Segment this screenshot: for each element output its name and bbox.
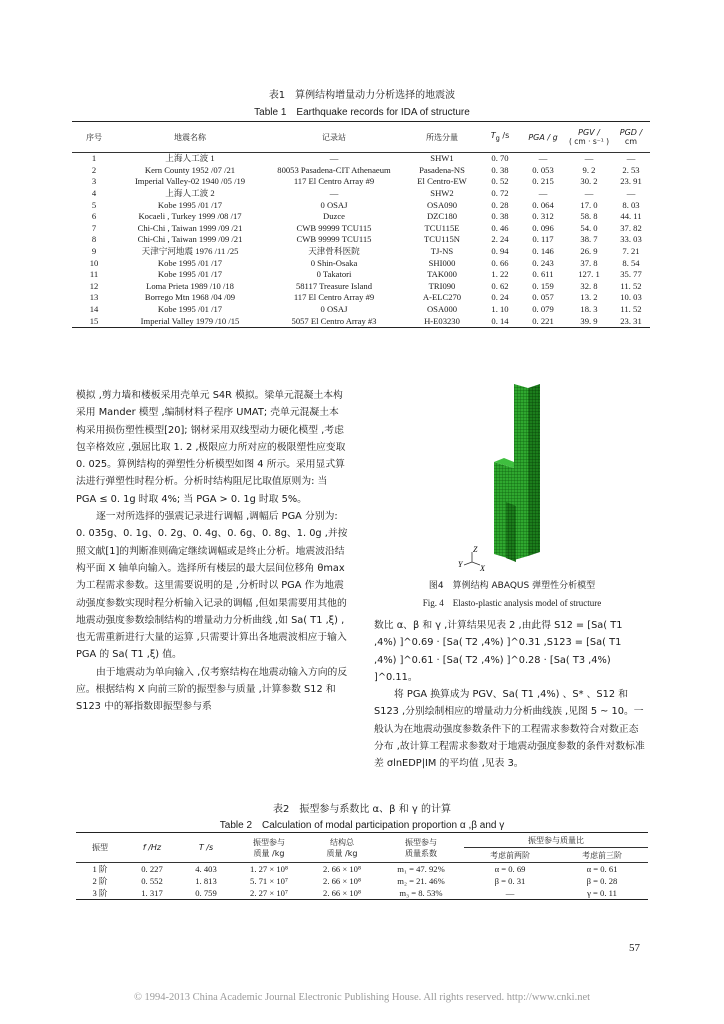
table-row	[72, 234, 650, 246]
table-cell: α = 0. 69	[494, 864, 526, 874]
table-cell: 0. 94	[491, 246, 509, 257]
table-cell: 9. 2	[582, 164, 596, 175]
table-cell: 0 OSAJ	[320, 199, 348, 210]
table-cell: 0. 38	[491, 211, 509, 222]
struct-mass-unit: 质量 /kg	[326, 848, 358, 858]
table-cell: Chi-Chi , Taiwan 1999 /09 /21	[137, 234, 243, 245]
table-cell: 0 OSAJ	[320, 304, 348, 315]
table-cell: —	[584, 153, 594, 164]
col-name: 地震名称	[116, 122, 264, 153]
table-cell: 3	[91, 176, 97, 187]
table-cell: Kobe 1995 /01 /17	[157, 304, 223, 315]
table-cell: 4. 403	[195, 864, 217, 874]
table-cell: 2 阶	[92, 876, 108, 886]
table-cell: 2. 27 × 10⁷	[250, 888, 288, 898]
table-cell: SHW2	[430, 188, 454, 199]
col-tg	[480, 122, 520, 153]
table-cell: 0. 221	[532, 315, 554, 326]
abaqus-model-drawing	[376, 384, 648, 574]
col-struct-mass	[306, 833, 378, 863]
table-cell: 0. 243	[532, 257, 554, 268]
table-cell: Imperial Valley 1979 /10 /15	[140, 315, 240, 326]
table-cell: 26. 9	[580, 246, 598, 257]
table-cell: 0. 312	[532, 211, 554, 222]
col-part-mass	[232, 833, 306, 863]
table-cell: β = 0. 28	[586, 876, 618, 886]
tower-side-face	[528, 384, 540, 556]
table-row	[72, 315, 650, 327]
table-cell: 2. 66 × 10⁸	[323, 864, 361, 874]
table-row	[72, 304, 650, 316]
table-cell: 3 阶	[92, 888, 108, 898]
table-cell: 11. 52	[620, 280, 642, 291]
table-cell: 7. 21	[622, 246, 640, 257]
table-cell: 8	[91, 234, 97, 245]
struct-mass-label: 结构总	[330, 837, 354, 847]
table-cell: 9	[91, 246, 97, 257]
table-cell: El Centro-EW	[417, 176, 467, 187]
col-component: 所选分量	[404, 122, 480, 153]
table-cell: 0. 70	[491, 153, 509, 164]
page-number: 57	[629, 942, 640, 954]
table-cell: 0. 66	[491, 257, 509, 268]
table-row	[72, 176, 650, 188]
table-cell: 35. 77	[620, 269, 642, 280]
table-cell: —	[584, 188, 594, 199]
col-ratio-group: 振型参与质量比	[464, 833, 648, 848]
col-station: 记录站	[264, 122, 404, 153]
table-cell: 上海人工波 1	[165, 153, 215, 164]
table-cell: 39. 9	[580, 315, 598, 326]
podium-wing	[506, 502, 516, 562]
table-cell: 0. 159	[532, 280, 554, 291]
table1-header-row	[72, 122, 650, 153]
table-cell: 58117 Treasure Island	[295, 280, 373, 291]
table-cell: 23. 91	[620, 176, 642, 187]
col-pgv	[566, 122, 612, 153]
table1-caption-zh: 表1 算例结构增量动力分析选择的地震波	[268, 90, 456, 101]
table-cell: 0. 52	[491, 176, 509, 187]
pgv-label: PGV /	[578, 128, 600, 137]
paragraph-scaling: 逐一对所选择的强震记录进行调幅 ,调幅后 PGA 分别为: 0. 035g、0. 1g、0. 2g、0. 4g、0. 6g、0. 8g、1. 0g ,并按照文献[1]的判断准则确定继续调幅或是终止分析。地震波沿结构平面 X 轴单向输入。选择所有楼层的最大层间位移角 θmax 为工程需求参数。这里需要说明的是 ,分析时以 PGA 作为地震动强度参数实现时程分析输入记录的调幅 ,但如果需要用其他的地震动强度参数绘制结构的增量动力分析曲线 ,如 Sa( T1 ,ξ) ,也无需重新进行大量的运算 ,只需要计算出各地震波相应于输入 PGA 的 Sa( T1 ,ξ) 值。	[76, 511, 348, 661]
table-cell: 11	[89, 269, 99, 280]
table-cell: 2	[91, 164, 97, 175]
table-cell: SHW1	[430, 153, 454, 164]
table-row	[76, 875, 648, 887]
paragraph-model: 模拟 ,剪力墙和楼板采用壳单元 S4R 模拟。梁单元混凝土本构采用 Mander 模型 ,编制材料子程序 UMAT; 壳单元混凝土本构采用损伤塑性模型[20]; 钢材采用双线型动力硬化模型 ,考虑包辛格效应 ,强屈比取 1. 2 ,极限应力所对应的极限塑性应变取 0. 025。算例结构的弹塑性分析模型如图 4 所示。采用显式算法进行弹塑性时程分析。分析时结构阻尼比取值原则为: 当 PGA ≤ 0. 1g 时取 4%; 当 PGA > 0. 1g 时取 5%。	[76, 390, 346, 505]
pgd-unit: cm	[624, 137, 638, 146]
table-cell: m₁ = 47. 92%	[397, 864, 445, 874]
table-cell: 1	[91, 153, 97, 164]
table-cell: 5. 71 × 10⁷	[250, 876, 288, 886]
table-cell: 0. 24	[491, 292, 509, 303]
table-cell: 80053 Pasadena-CIT Athenaeum	[277, 164, 391, 175]
table-cell: CWB 99999 TCU115	[296, 234, 372, 245]
table-cell: 1. 10	[491, 304, 509, 315]
paragraph-ratios: 数比 α、β 和 γ ,计算结果见表 2 ,由此得 S12 = [Sa( T1 ,4%) ]^0.69 · [Sa( T2 ,4%) ]^0.31 ,S123 = [Sa( T1 ,4%) ]^0.61 · [Sa( T2 ,4%) ]^0.28 · [Sa( T3 ,4%) ]^0.11。	[374, 620, 623, 683]
figure4-model-image	[376, 384, 648, 574]
table-cell: TCU115N	[424, 234, 460, 245]
table-cell: 0. 096	[532, 222, 554, 233]
paragraph-ida-curves: 将 PGA 换算成为 PGV、Sa( T1 ,4%) 、S* 、S12 和 S123 ,分别绘制相应的增量动力分析曲线族 ,见图 5 ~ 10。一般认为在地震动强度参数条件下的工程需求参数符合对数正态分布 ,故计算工程需求参数对于地震动强度参数的条件对数标准差 σlnEDP|IM 的平均值 ,见表 3。	[374, 689, 645, 770]
table-cell: —	[329, 188, 339, 199]
table-cell: m₃ = 8. 53%	[399, 888, 443, 898]
table2-header-row-1	[76, 833, 648, 848]
table-cell: OSA000	[426, 304, 458, 315]
axis-triad	[464, 552, 480, 565]
col-period: T /s	[180, 833, 232, 863]
table-cell: Kobe 1995 /01 /17	[157, 269, 223, 280]
table-cell: 33. 03	[620, 234, 642, 245]
tg-sub: g	[495, 134, 500, 143]
table-cell: 0. 72	[491, 188, 509, 199]
table-row	[76, 863, 648, 876]
table-cell: 1. 22	[491, 269, 509, 280]
left-column-text	[76, 387, 348, 716]
table-cell: 30. 2	[580, 176, 598, 187]
table-cell: 2. 66 × 10⁸	[323, 876, 361, 886]
table-cell: 0. 28	[491, 199, 509, 210]
table-cell: 0. 215	[532, 176, 554, 187]
table-row	[72, 246, 650, 258]
table-cell: —	[626, 188, 636, 199]
table-cell: 0. 46	[491, 222, 509, 233]
table-cell: 117 El Centro Array #9	[293, 176, 375, 187]
table-cell: 0. 38	[491, 164, 509, 175]
col-first-three: 考虑前三阶	[556, 848, 648, 863]
table-row	[72, 188, 650, 200]
table-cell: 44. 11	[620, 211, 642, 222]
table-cell: 上海人工波 2	[165, 188, 215, 199]
table-cell: 15	[89, 315, 99, 326]
table-cell: Kern County 1952 /07 /21	[144, 164, 236, 175]
table-cell: Chi-Chi , Taiwan 1999 /09 /21	[137, 222, 243, 233]
table-cell: 0 Shin-Osaka	[310, 257, 358, 268]
part-mass-label: 振型参与	[253, 837, 285, 847]
table-cell: γ = 0. 11	[587, 888, 617, 898]
table-cell: Loma Prieta 1989 /10 /18	[146, 280, 234, 291]
col-freq: f /Hz	[124, 833, 180, 863]
mass-coef-label: 振型参与	[405, 837, 437, 847]
table-cell: 天津骨科医院	[308, 246, 360, 257]
table-cell: 1. 27 × 10⁸	[250, 864, 288, 874]
table-cell: 0. 057	[532, 292, 554, 303]
table-cell: 2. 66 × 10⁸	[323, 888, 361, 898]
paragraph-input: 由于地震动为单向输入 ,仅考察结构在地震动输入方向的反应。根据结构 X 向前三阶的振型参与质量 ,计算参数 S12 和 S123 中的幂指数即振型参与系	[76, 666, 348, 713]
table-cell: 11. 52	[620, 304, 642, 315]
table-row	[72, 199, 650, 211]
table-row	[76, 887, 648, 900]
table-cell: 0. 053	[532, 164, 554, 175]
table-row	[72, 292, 650, 304]
figure4-caption-en: Fig. 4 Elasto-plastic analysis model of structure	[422, 598, 602, 608]
col-mode: 振型	[76, 833, 124, 863]
table-cell: H-E03230	[424, 315, 460, 326]
table-row	[72, 211, 650, 223]
table-row	[72, 281, 650, 293]
col-pgd	[612, 122, 650, 153]
table-cell: TAK000	[427, 269, 457, 280]
table-cell: 1 阶	[92, 864, 108, 874]
table-cell: 37. 8	[580, 257, 598, 268]
table-cell: 14	[89, 304, 99, 315]
table-cell: 58. 8	[580, 211, 598, 222]
table-cell: 38. 7	[580, 234, 598, 245]
table-cell: 8. 03	[622, 199, 640, 210]
axis-x-label: X	[480, 564, 485, 573]
table-cell: TCU115E	[424, 222, 460, 233]
table-row	[72, 165, 650, 177]
table-cell: 5	[91, 199, 97, 210]
table-cell: TJ-NS	[430, 246, 454, 257]
figure4-caption-zh: 图4 算例结构 ABAQUS 弹塑性分析模型	[428, 581, 596, 591]
part-mass-unit: 质量 /kg	[253, 848, 285, 858]
tower-front-face	[514, 384, 528, 560]
table-cell: Kobe 1995 /01 /17	[157, 199, 223, 210]
table-cell: α = 0. 61	[586, 864, 618, 874]
table-cell: DZC180	[426, 211, 458, 222]
table-cell: 1. 813	[195, 876, 217, 886]
table-cell: 7	[91, 222, 97, 233]
table-cell: 117 El Centro Array #9	[293, 292, 375, 303]
table-cell: 13. 2	[580, 292, 598, 303]
table-row	[72, 223, 650, 235]
table-cell: 18. 3	[580, 304, 598, 315]
table-cell: 0. 759	[195, 888, 217, 898]
table-row	[72, 257, 650, 269]
table-row	[72, 269, 650, 281]
table-cell: —	[538, 188, 548, 199]
table-cell: 0. 227	[141, 864, 163, 874]
table-cell: 0. 62	[491, 280, 509, 291]
table-cell: 0. 079	[532, 304, 554, 315]
table2-caption-zh: 表2 振型参与系数比 α、β 和 γ 的计算	[273, 804, 451, 815]
table-cell: Imperial Valley-02 1940 /05 /19	[134, 176, 246, 187]
tg-symbol: T	[490, 131, 496, 141]
table-cell: 17. 0	[580, 199, 598, 210]
table2-caption-en: Table 2 Calculation of modal participation proportion α ,β and γ	[219, 820, 505, 831]
table-cell: 2. 53	[622, 164, 640, 175]
col-no: 序号	[72, 122, 116, 153]
table-cell: Duzce	[323, 211, 345, 222]
table-cell: 23. 31	[620, 315, 642, 326]
table-cell: 0. 14	[491, 315, 509, 326]
mass-coef-unit: 质量系数	[405, 848, 437, 858]
copyright-footer: © 1994-2013 China Academic Journal Electronic Publishing House. All rights reserved. http://www.cnki.net	[133, 992, 591, 1003]
table1-caption-en: Table 1 Earthquake records for IDA of structure	[254, 107, 470, 118]
table-cell: 天津宁河地震 1976 /11 /25	[141, 246, 239, 257]
axis-y-label: Y	[458, 560, 463, 569]
table-cell: 37. 82	[620, 222, 642, 233]
table-cell: 1. 317	[141, 888, 163, 898]
table-cell: —	[538, 153, 548, 164]
table-cell: Kobe 1995 /01 /17	[157, 257, 223, 268]
table-cell: 10. 03	[620, 292, 642, 303]
table-cell: —	[626, 153, 636, 164]
table-cell: 0. 611	[532, 269, 554, 280]
axis-z-label: Z	[473, 545, 478, 554]
table-cell: 127. 1	[578, 269, 600, 280]
right-column-text	[374, 617, 646, 773]
pgd-label: PGD /	[619, 128, 643, 137]
table-cell: TRI090	[428, 280, 456, 291]
table-cell: Pasadena-NS	[419, 164, 465, 175]
table-cell: CWB 99999 TCU115	[296, 222, 372, 233]
earthquake-records-table	[72, 121, 650, 328]
tg-unit: /s	[499, 131, 510, 141]
table-cell: A-ELC270	[422, 292, 462, 303]
table-cell: —	[505, 888, 515, 898]
table-cell: 0. 064	[532, 199, 554, 210]
table-cell: 4	[91, 188, 97, 199]
table-cell: 6	[91, 211, 97, 222]
col-first-two: 考虑前两阶	[464, 848, 556, 863]
table-cell: 0. 146	[532, 246, 554, 257]
table-cell: —	[329, 153, 339, 164]
table-cell: 2. 24	[491, 234, 509, 245]
table-cell: OSA090	[426, 199, 458, 210]
table-cell: 8. 54	[622, 257, 640, 268]
table-cell: 12	[89, 280, 99, 291]
table-cell: Borrego Mtn 1968 /04 /09	[144, 292, 236, 303]
table-cell: 5057 El Centro Array #3	[291, 315, 377, 326]
table-row	[72, 153, 650, 165]
table-cell: 54. 0	[580, 222, 598, 233]
table-cell: 0. 117	[532, 234, 554, 245]
table-cell: 10	[89, 257, 99, 268]
table-cell: m₂ = 21. 46%	[397, 876, 445, 886]
table-cell: β = 0. 31	[494, 876, 526, 886]
table-cell: 0. 552	[141, 876, 163, 886]
col-pga: PGA / g	[520, 122, 566, 153]
table-cell: 32. 8	[580, 280, 598, 291]
table-cell: 13	[89, 292, 99, 303]
table-cell: Kocaeli , Turkey 1999 /08 /17	[138, 211, 242, 222]
pgv-unit: ( cm · s⁻¹ )	[568, 137, 610, 146]
table-cell: SHI000	[428, 257, 456, 268]
modal-participation-table	[76, 832, 648, 900]
col-mass-coef	[378, 833, 464, 863]
table-cell: 0 Takatori	[316, 269, 352, 280]
